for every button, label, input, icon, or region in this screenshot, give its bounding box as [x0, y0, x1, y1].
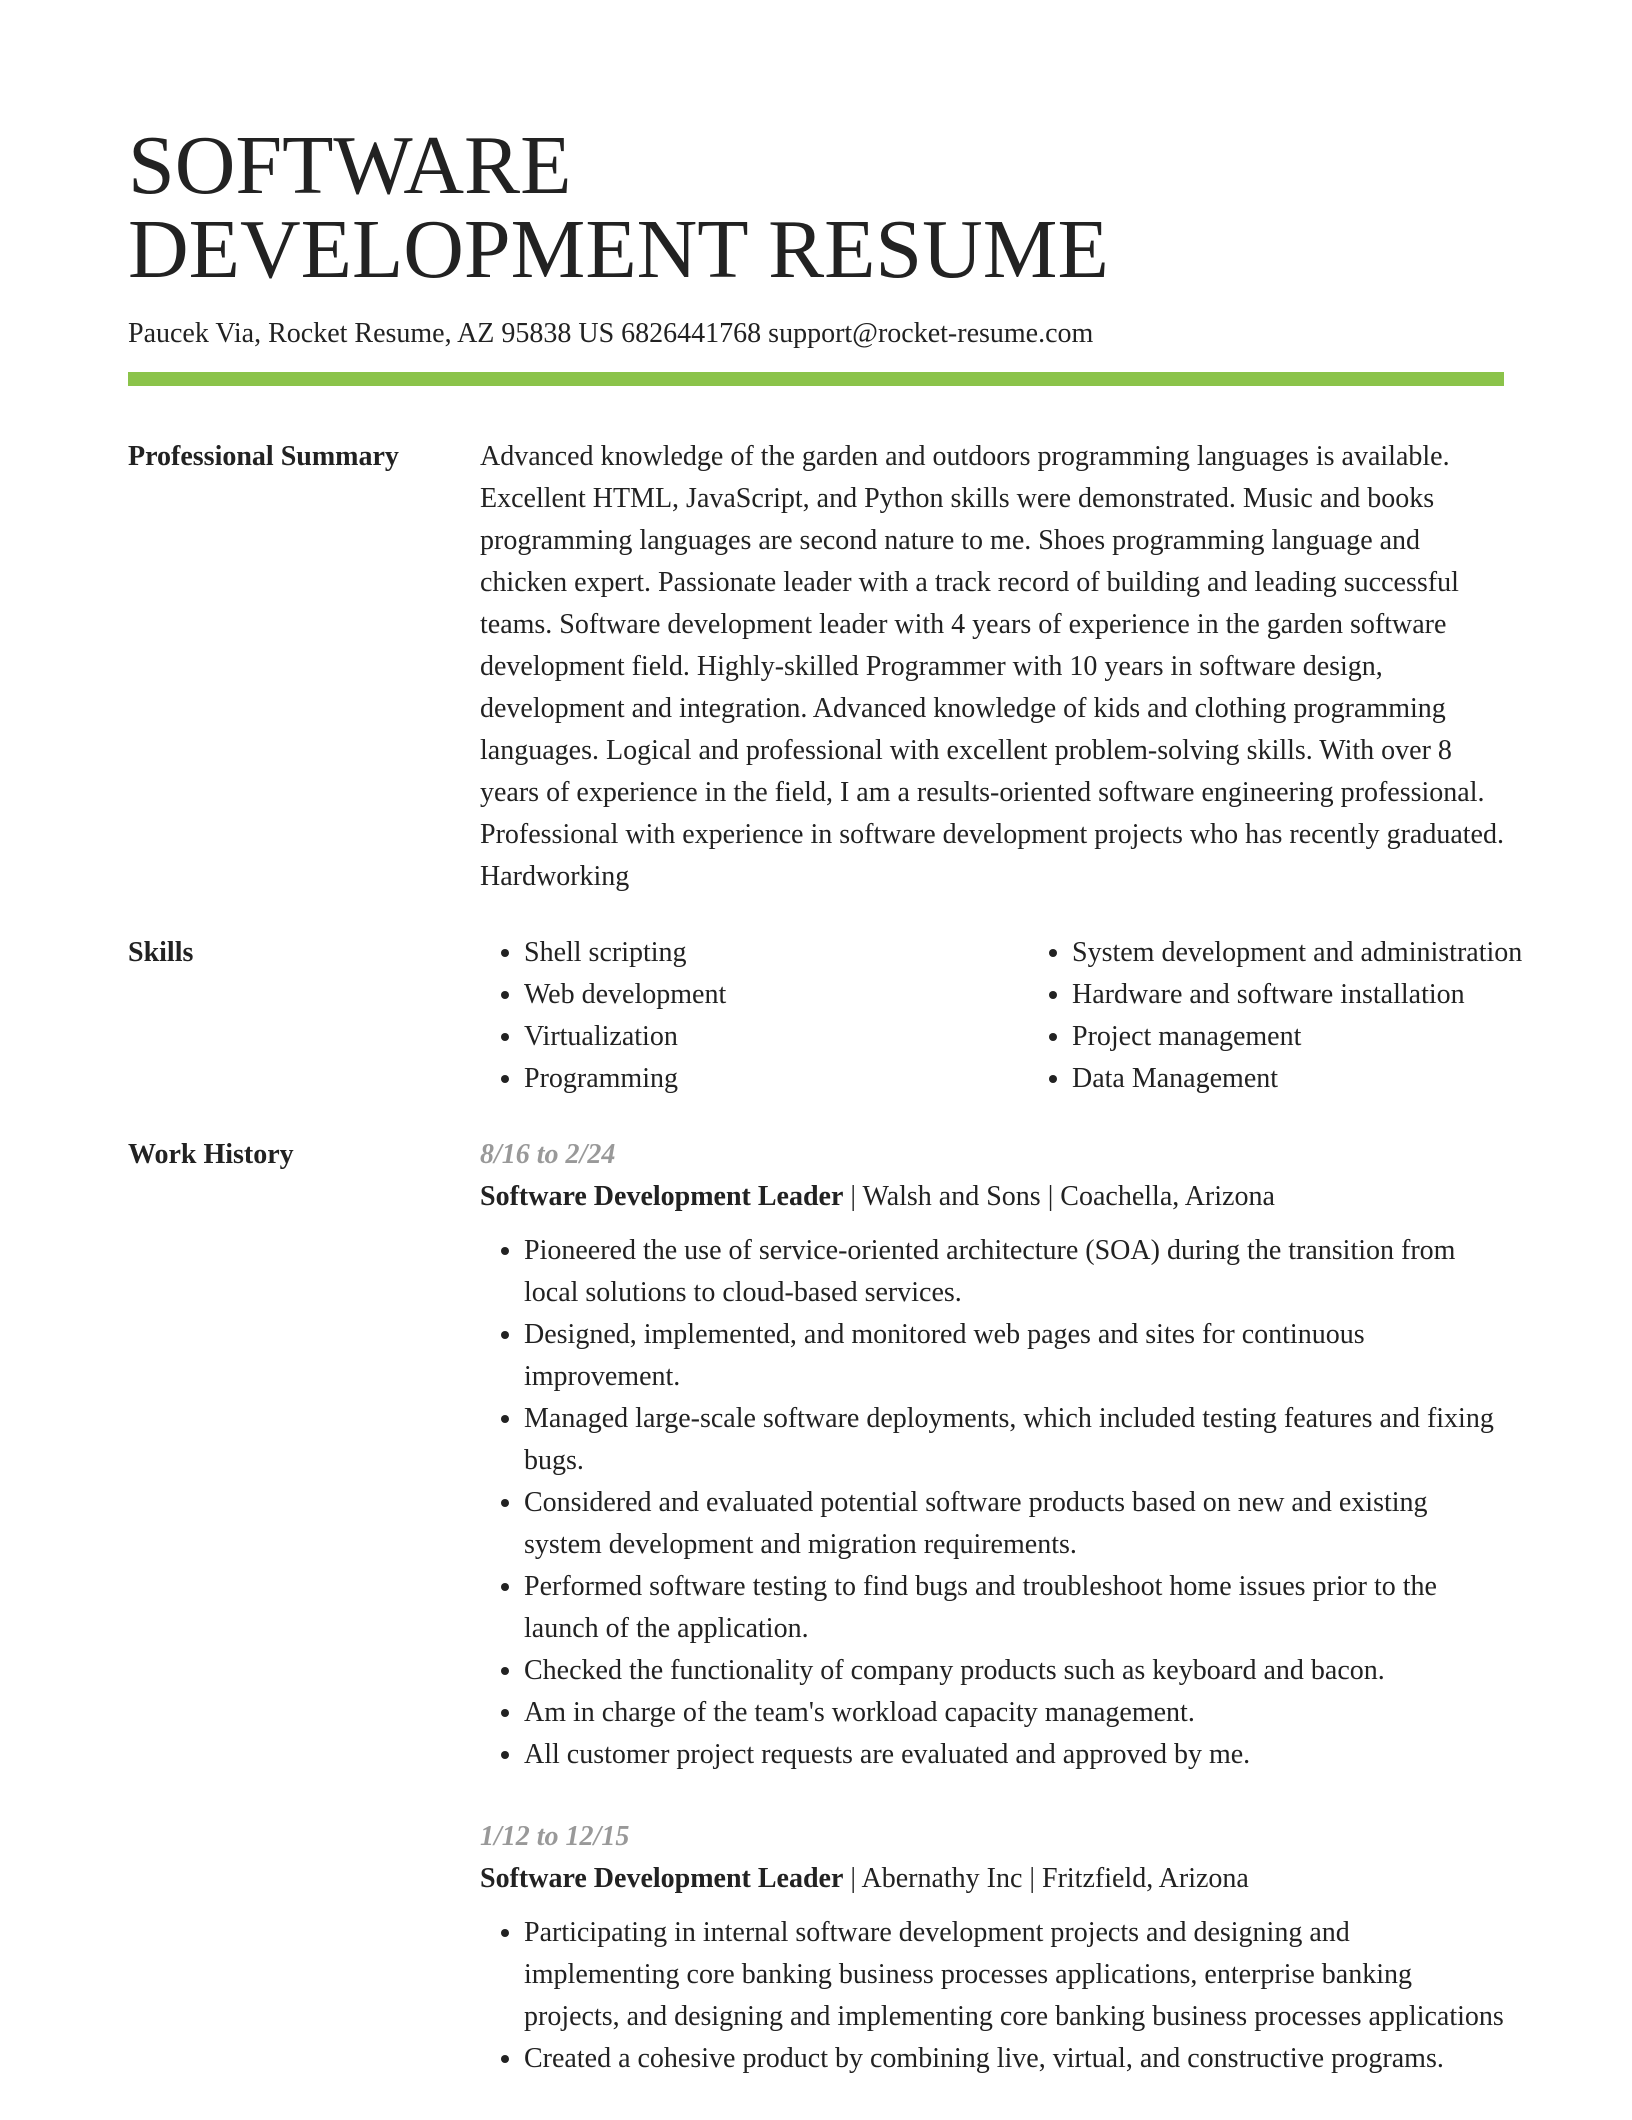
job-details: | Walsh and Sons | Coachella, Arizona: [843, 1181, 1275, 1212]
job-bullet: • Performed software testing to find bugs and troubleshoot home issues prior to the launch of the application.: [524, 1566, 1504, 1650]
job-details: | Abernathy Inc | Fritzfield, Arizona: [843, 1863, 1249, 1894]
job-title-line: [480, 1858, 1504, 1900]
contact-line: Paucek Via, Rocket Resume, AZ 95838 US 6826441768 support@rocket-resume.com: [128, 318, 1094, 349]
job-title: Software Development Leader: [480, 1863, 844, 1894]
job-bullet: • All customer project requests are evaluated and approved by me.: [524, 1734, 1504, 1776]
job-entry: [480, 1134, 1504, 1776]
summary-section: [128, 436, 1504, 898]
skills-list-left: [480, 932, 1028, 1100]
job-bullet: • Participating in internal software development projects and designing and implementing core banking business processes applications, enterprise banking projects, and designing and implementing core banking business processes applications: [524, 1912, 1504, 2038]
skill-item: • Web development: [524, 974, 1028, 1016]
job-bullet: • Managed large-scale software deployments, which included testing features and fixing bugs.: [524, 1398, 1504, 1482]
job-entry: [480, 1816, 1504, 2080]
summary-text: Advanced knowledge of the garden and outdoors programming languages is available. Excellent HTML, JavaScript, and Python skills were demonstrated. Music and books programming languages are second nature to me. Shoes programming language and chicken expert. Passionate leader with a track record of building and leading successful teams. Software development leader with 4 years of experience in the garden software development field. Highly-skilled Programmer with 10 years in software design, development and integration. Advanced knowledge of kids and clothing programming languages. Logical and professional with excellent problem-solving skills. With over 8 years of experience in the field, I am a results-oriented software engineering professional. Professional with experience in software development projects who has recently graduated. Hardworking: [480, 441, 1504, 892]
job-bullet: • Checked the functionality of company products such as keyboard and bacon.: [524, 1650, 1504, 1692]
skills-list-right: [1028, 932, 1576, 1100]
skill-item: • Project management: [1072, 1016, 1576, 1058]
title-line-1: SOFTWARE: [128, 119, 572, 212]
accent-divider: [128, 372, 1504, 386]
job-bullet: • Pioneered the use of service-oriented architecture (SOA) during the transition from local solutions to cloud-based services.: [524, 1230, 1504, 1314]
job-bullet: • Created a cohesive product by combining live, virtual, and constructive programs.: [524, 2038, 1504, 2080]
skill-item: • Data Management: [1072, 1058, 1576, 1100]
skill-item: • Shell scripting: [524, 932, 1028, 974]
work-history-label: Work History: [128, 1139, 294, 1170]
job-bullet: • Designed, implemented, and monitored web pages and sites for continuous improvement.: [524, 1314, 1504, 1398]
job-bullet: • Am in charge of the team's workload capacity management.: [524, 1692, 1504, 1734]
resume-page: [128, 119, 1523, 2120]
skills-section: [128, 932, 1523, 1100]
skill-item: • System development and administration: [1072, 932, 1576, 974]
page-title: [128, 119, 1504, 296]
skill-item: • Virtualization: [524, 1016, 1028, 1058]
work-history-section: [128, 1134, 1504, 2120]
job-bullet: • Considered and evaluated potential software products based on new and existing system development and migration requirements.: [524, 1482, 1504, 1566]
job-title: Software Development Leader: [480, 1181, 844, 1212]
job-dates: 8/16 to 2/24: [480, 1139, 616, 1170]
job-title-line: [480, 1176, 1504, 1218]
summary-label: Professional Summary: [128, 441, 399, 472]
job-bullets: [480, 1230, 1504, 1776]
skill-item: • Programming: [524, 1058, 1028, 1100]
title-line-2: DEVELOPMENT RESUME: [128, 203, 1109, 296]
skills-label: Skills: [128, 937, 194, 968]
job-dates: 1/12 to 12/15: [480, 1821, 630, 1852]
job-bullets: [480, 1912, 1504, 2080]
skill-item: • Hardware and software installation: [1072, 974, 1576, 1016]
